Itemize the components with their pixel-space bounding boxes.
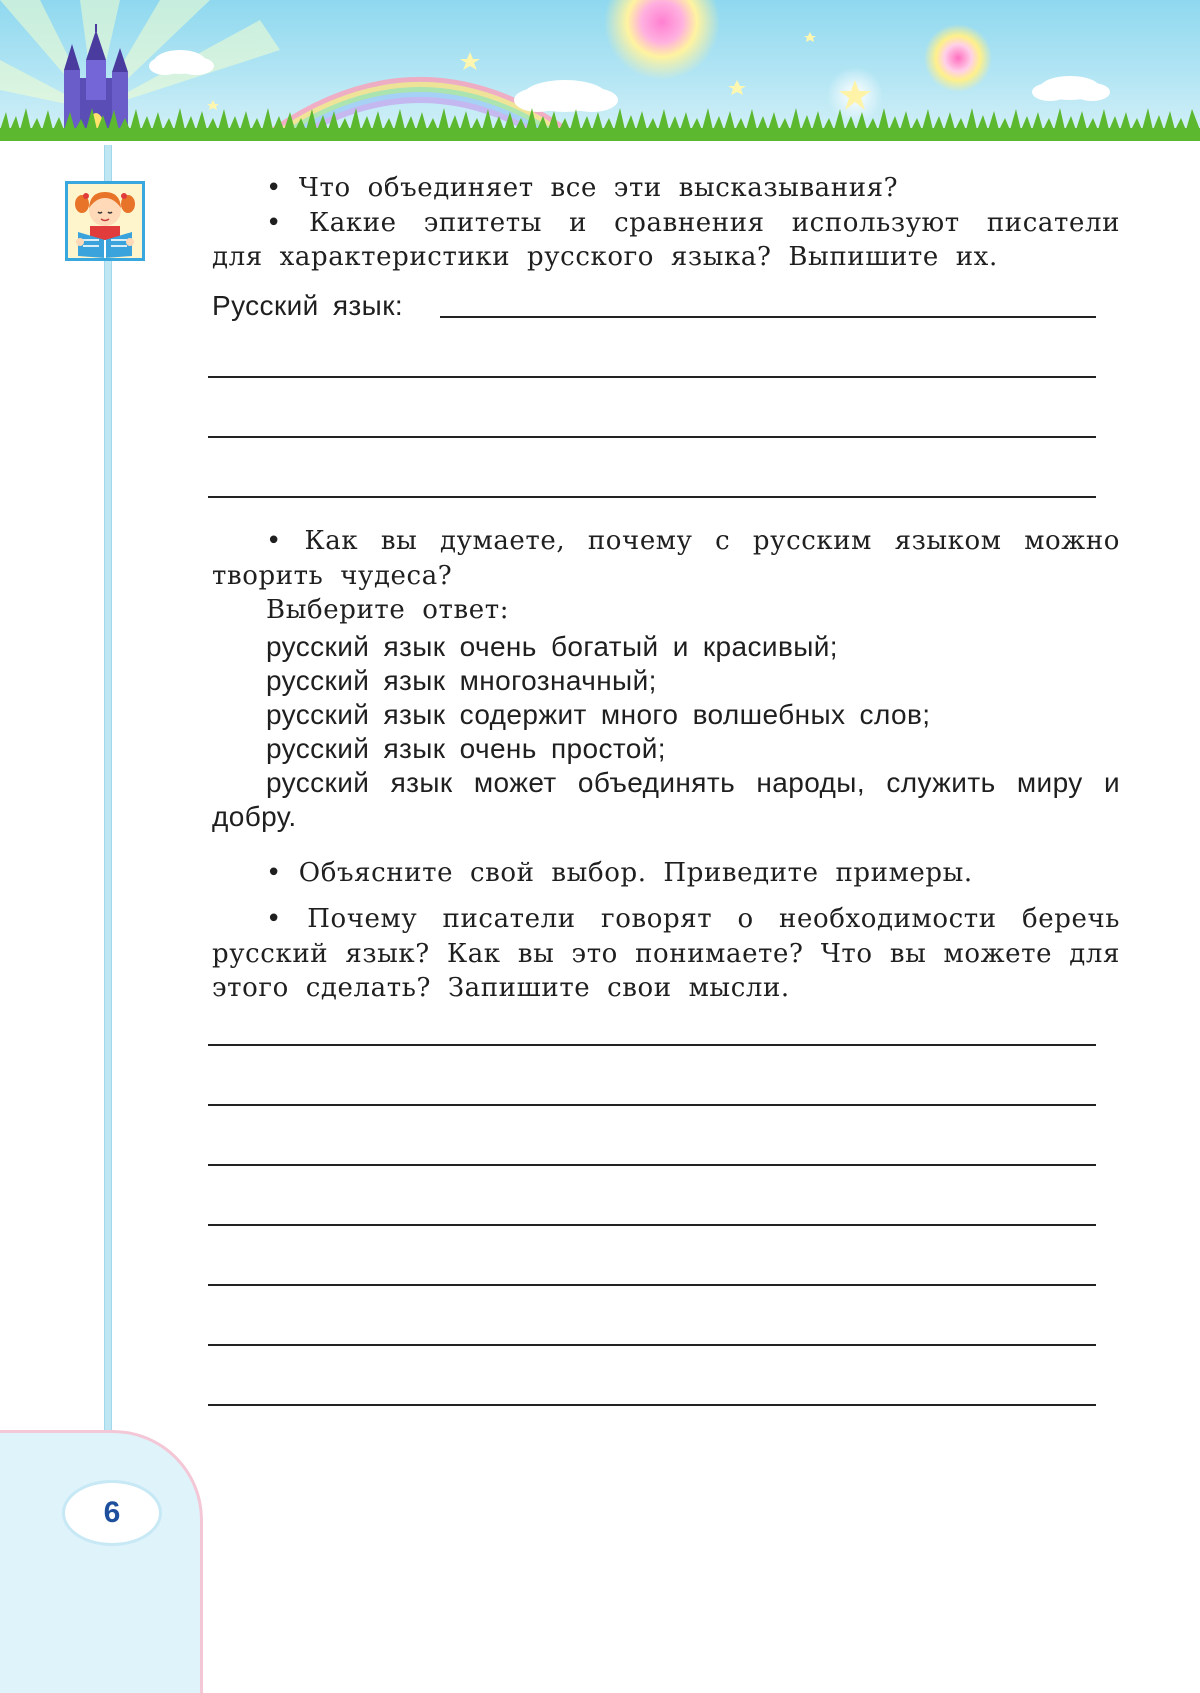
option-item[interactable]: русский язык очень простой; — [266, 733, 666, 764]
answer-line[interactable] — [208, 1164, 1096, 1166]
answer-label: Русский язык: — [212, 290, 404, 321]
question-1: • Что объединяет все эти высказывания? — [266, 173, 899, 203]
choose-answer-label: Выберите ответ: — [266, 595, 510, 625]
margin-corner-decoration — [0, 1430, 203, 1693]
question-block-1 — [212, 171, 1120, 275]
options-list — [212, 630, 1120, 834]
answer-line[interactable] — [208, 496, 1096, 498]
question-block-5 — [212, 902, 1120, 1006]
answer-line[interactable] — [208, 376, 1096, 378]
page-number: 6 — [62, 1480, 162, 1546]
girl-reading-book-icon — [65, 181, 145, 261]
question-3: • Как вы думаете, почему с русским языком можно творить чудеса? — [212, 526, 1120, 591]
answer-line[interactable] — [440, 316, 1096, 318]
option-item[interactable]: русский язык многозначный; — [266, 665, 657, 696]
answer-line[interactable] — [208, 1344, 1096, 1346]
answer-line[interactable] — [208, 1044, 1096, 1046]
castle-rainbow-banner-icon — [0, 0, 1200, 145]
answer-line[interactable] — [208, 1284, 1096, 1286]
answer-line[interactable] — [208, 1404, 1096, 1406]
answer-line[interactable] — [208, 436, 1096, 438]
option-item[interactable]: русский язык очень богатый и красивый; — [266, 631, 838, 662]
answer-line[interactable] — [208, 1224, 1096, 1226]
question-2: • Какие эпитеты и сравнения используют писатели для характеристики русского языка? Выпишите их. — [212, 207, 1120, 272]
question-block-4 — [212, 856, 1120, 891]
answer-line[interactable] — [208, 1104, 1096, 1106]
question-block-3 — [212, 524, 1120, 628]
question-4: • Объясните свой выбор. Приведите примеры. — [266, 858, 973, 888]
option-item[interactable]: русский язык содержит много волшебных слов; — [266, 699, 931, 730]
margin-line — [104, 145, 112, 1445]
question-5: • Почему писатели говорят о необходимости беречь русский язык? Как вы это понимаете? Что вы можете для этого сделать? Запишите свои мысли. — [212, 904, 1120, 1003]
header-banner — [0, 0, 1200, 145]
option-item[interactable]: русский язык может объединять народы, служить миру и добру. — [212, 767, 1120, 832]
